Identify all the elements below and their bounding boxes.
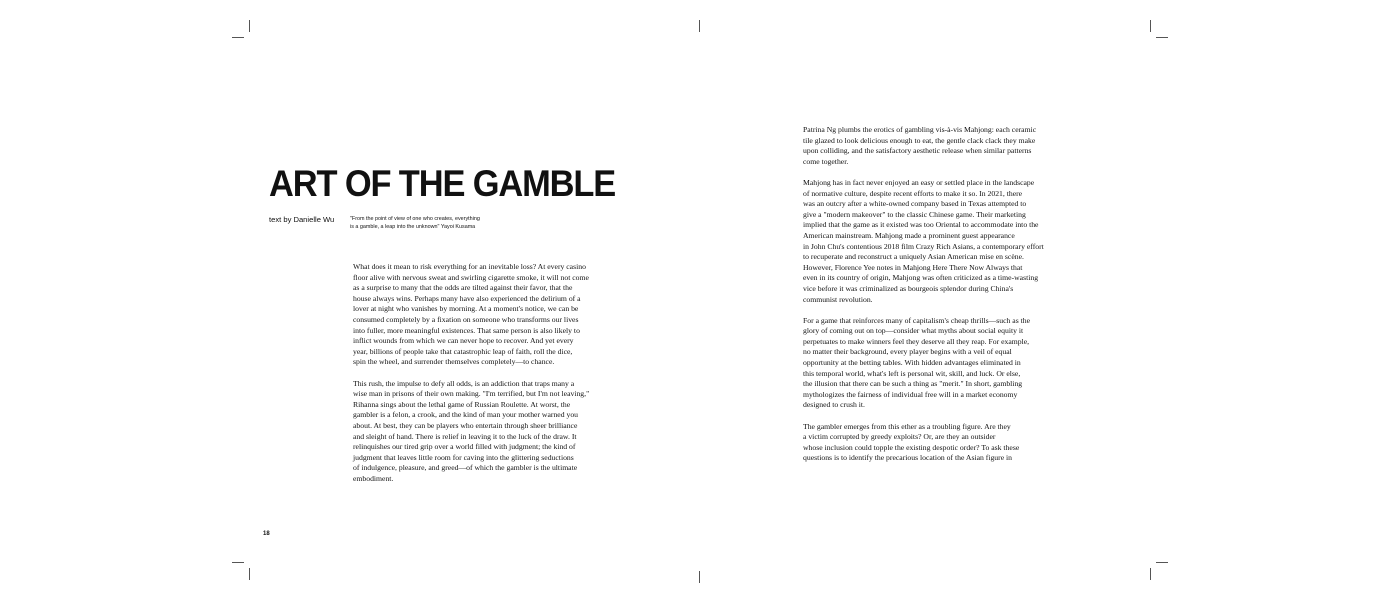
crop-mark xyxy=(1150,568,1151,580)
text-line: Mahjong has in fact never enjoyed an easy or settled place in the landscape xyxy=(803,177,1035,187)
body-paragraph xyxy=(803,316,1053,411)
text-line: whose inclusion could topple the existing despotic order? To ask these xyxy=(803,442,1020,452)
text-line: designed to crush it. xyxy=(803,400,865,410)
text-line: year, billions of people take that catastrophic leap of faith, roll the dice, xyxy=(353,346,573,356)
text-line: spin the wheel, and surrender themselves completely—to chance. xyxy=(353,357,555,367)
text-line: glory of coming out on top—consider what myths about social equity it xyxy=(803,326,1024,336)
text-line: give a "modern makeover" to the classic Chinese game. Their marketing xyxy=(803,209,1026,219)
crop-mark xyxy=(1156,37,1168,38)
byline: text by Danielle Wu xyxy=(269,215,335,224)
text-line: the illusion that there can be such a thing as "merit." In short, gambling xyxy=(803,379,1023,389)
right-text-column xyxy=(803,125,1053,475)
text-line: This rush, the impulse to defy all odds, is an addiction that traps many a xyxy=(353,378,575,388)
text-line: lover at night who vanishes by morning. At a moment's notice, we can be xyxy=(353,304,579,314)
text-line: relinquishes our tired grip over a world filled with judgment; the kind of xyxy=(353,442,576,452)
text-line: upon colliding, and the satisfactory aesthetic release when similar patterns xyxy=(803,146,1032,156)
text-line: perpetuates to make winners feel they deserve all they reap. For example, xyxy=(803,336,1030,346)
text-line: as a surprise to many that the odds are tilted against their favor, that the xyxy=(353,283,573,293)
text-line: and sleight of hand. There is relief in leaving it to the luck of the draw. It xyxy=(353,431,577,441)
text-line: was an outcry after a white-owned company based in Texas attempted to xyxy=(803,199,1027,209)
text-line: embodiment. xyxy=(353,473,394,483)
crop-mark xyxy=(1150,20,1151,32)
text-line: no matter their background, every player begins with a veil of equal xyxy=(803,347,1012,357)
crop-mark xyxy=(249,20,250,32)
body-paragraph xyxy=(353,262,603,368)
epigraph xyxy=(350,215,500,231)
body-paragraph xyxy=(803,125,1053,167)
text-line: What does it mean to risk everything for an inevitable loss? At every casino xyxy=(353,262,586,271)
text-line: For a game that reinforces many of capitalism's cheap thrills—such as the xyxy=(803,315,1031,325)
epigraph-line: is a gamble, a leap into the unknown" Yayoi Kusama xyxy=(350,224,476,230)
crop-mark xyxy=(232,562,244,563)
text-line: of indulgence, pleasure, and greed—of which the gambler is the ultimate xyxy=(353,463,578,473)
page-number: 18 xyxy=(263,531,270,537)
text-line: inflict wounds from which we can never hope to recover. And yet every xyxy=(353,336,574,346)
text-line: of normative culture, despite recent efforts to make it so. In 2021, there xyxy=(803,188,1023,198)
text-line: Patrina Ng plumbs the erotics of gambling vis-à-vis Mahjong: each ceramic xyxy=(803,125,1037,134)
crop-mark xyxy=(699,571,700,583)
crop-mark xyxy=(232,37,244,38)
text-line: to recuperate and reconstruct a uniquely Asian American mise en scène. xyxy=(803,252,1024,262)
crop-mark xyxy=(1156,562,1168,563)
text-line: Rihanna sings about the lethal game of Russian Roulette. At worst, the xyxy=(353,399,571,409)
text-line: in John Chu's contentious 2018 film Crazy Rich Asians, a contemporary effort xyxy=(803,241,1044,251)
text-line: vice before it was criminalized as bourgeois splendor during China's xyxy=(803,283,1014,293)
text-line: mythologizes the fairness of individual free will in a market economy xyxy=(803,389,1018,399)
body-paragraph xyxy=(803,178,1053,305)
crop-mark xyxy=(699,20,700,32)
text-line: opportunity at the betting tables. With hidden advantages eliminated in xyxy=(803,358,1021,368)
body-paragraph xyxy=(353,379,603,485)
text-line: about. At best, they can be players who entertain through sheer brilliance xyxy=(353,420,578,430)
text-line: come together. xyxy=(803,156,849,166)
text-line: communist revolution. xyxy=(803,294,873,304)
text-line: The gambler emerges from this ether as a troubling figure. Are they xyxy=(803,421,1011,431)
text-line: consumed completely by a fixation on someone who transforms our lives xyxy=(353,314,579,324)
text-line: wise man in prisons of their own making. "I'm terrified, but I'm not leaving," xyxy=(353,389,590,399)
text-line: even in its country of origin, Mahjong was often criticized as a time-wasting xyxy=(803,273,1039,283)
text-line: this temporal world, what's left is personal wit, skill, and luck. Or else, xyxy=(803,368,1021,378)
text-line: American mainstream. Mahjong made a prominent guest appearance xyxy=(803,230,1015,240)
body-paragraph xyxy=(803,422,1053,464)
crop-mark xyxy=(249,568,250,580)
article-title: ART OF THE GAMBLE xyxy=(269,163,616,204)
text-line: house always wins. Perhaps many have also experienced the delirium of a xyxy=(353,293,581,303)
text-line: tile glazed to look delicious enough to eat, the gentle clack clack they make xyxy=(803,135,1036,145)
text-line: However, Florence Yee notes in Mahjong Here There Now Always that xyxy=(803,262,1023,272)
text-line: into fuller, more meaningful existences. That same person is also likely to xyxy=(353,325,580,335)
text-line: gambler is a felon, a crook, and the kind of man your mother warned you xyxy=(353,410,579,420)
text-line: implied that the game as it existed was too Oriental to accommodate into the xyxy=(803,220,1039,230)
epigraph-line: "From the point of view of one who creates, everything xyxy=(350,216,480,222)
text-line: a victim corrupted by greedy exploits? Or, are they an outsider xyxy=(803,432,996,442)
left-text-column xyxy=(353,262,603,495)
text-line: judgment that leaves little room for caving into the glittering seductions xyxy=(353,452,574,462)
text-line: floor alive with nervous sweat and swirling cigarette smoke, it will not come xyxy=(353,272,589,282)
text-line: questions is to identify the precarious location of the Asian figure in xyxy=(803,453,1013,463)
